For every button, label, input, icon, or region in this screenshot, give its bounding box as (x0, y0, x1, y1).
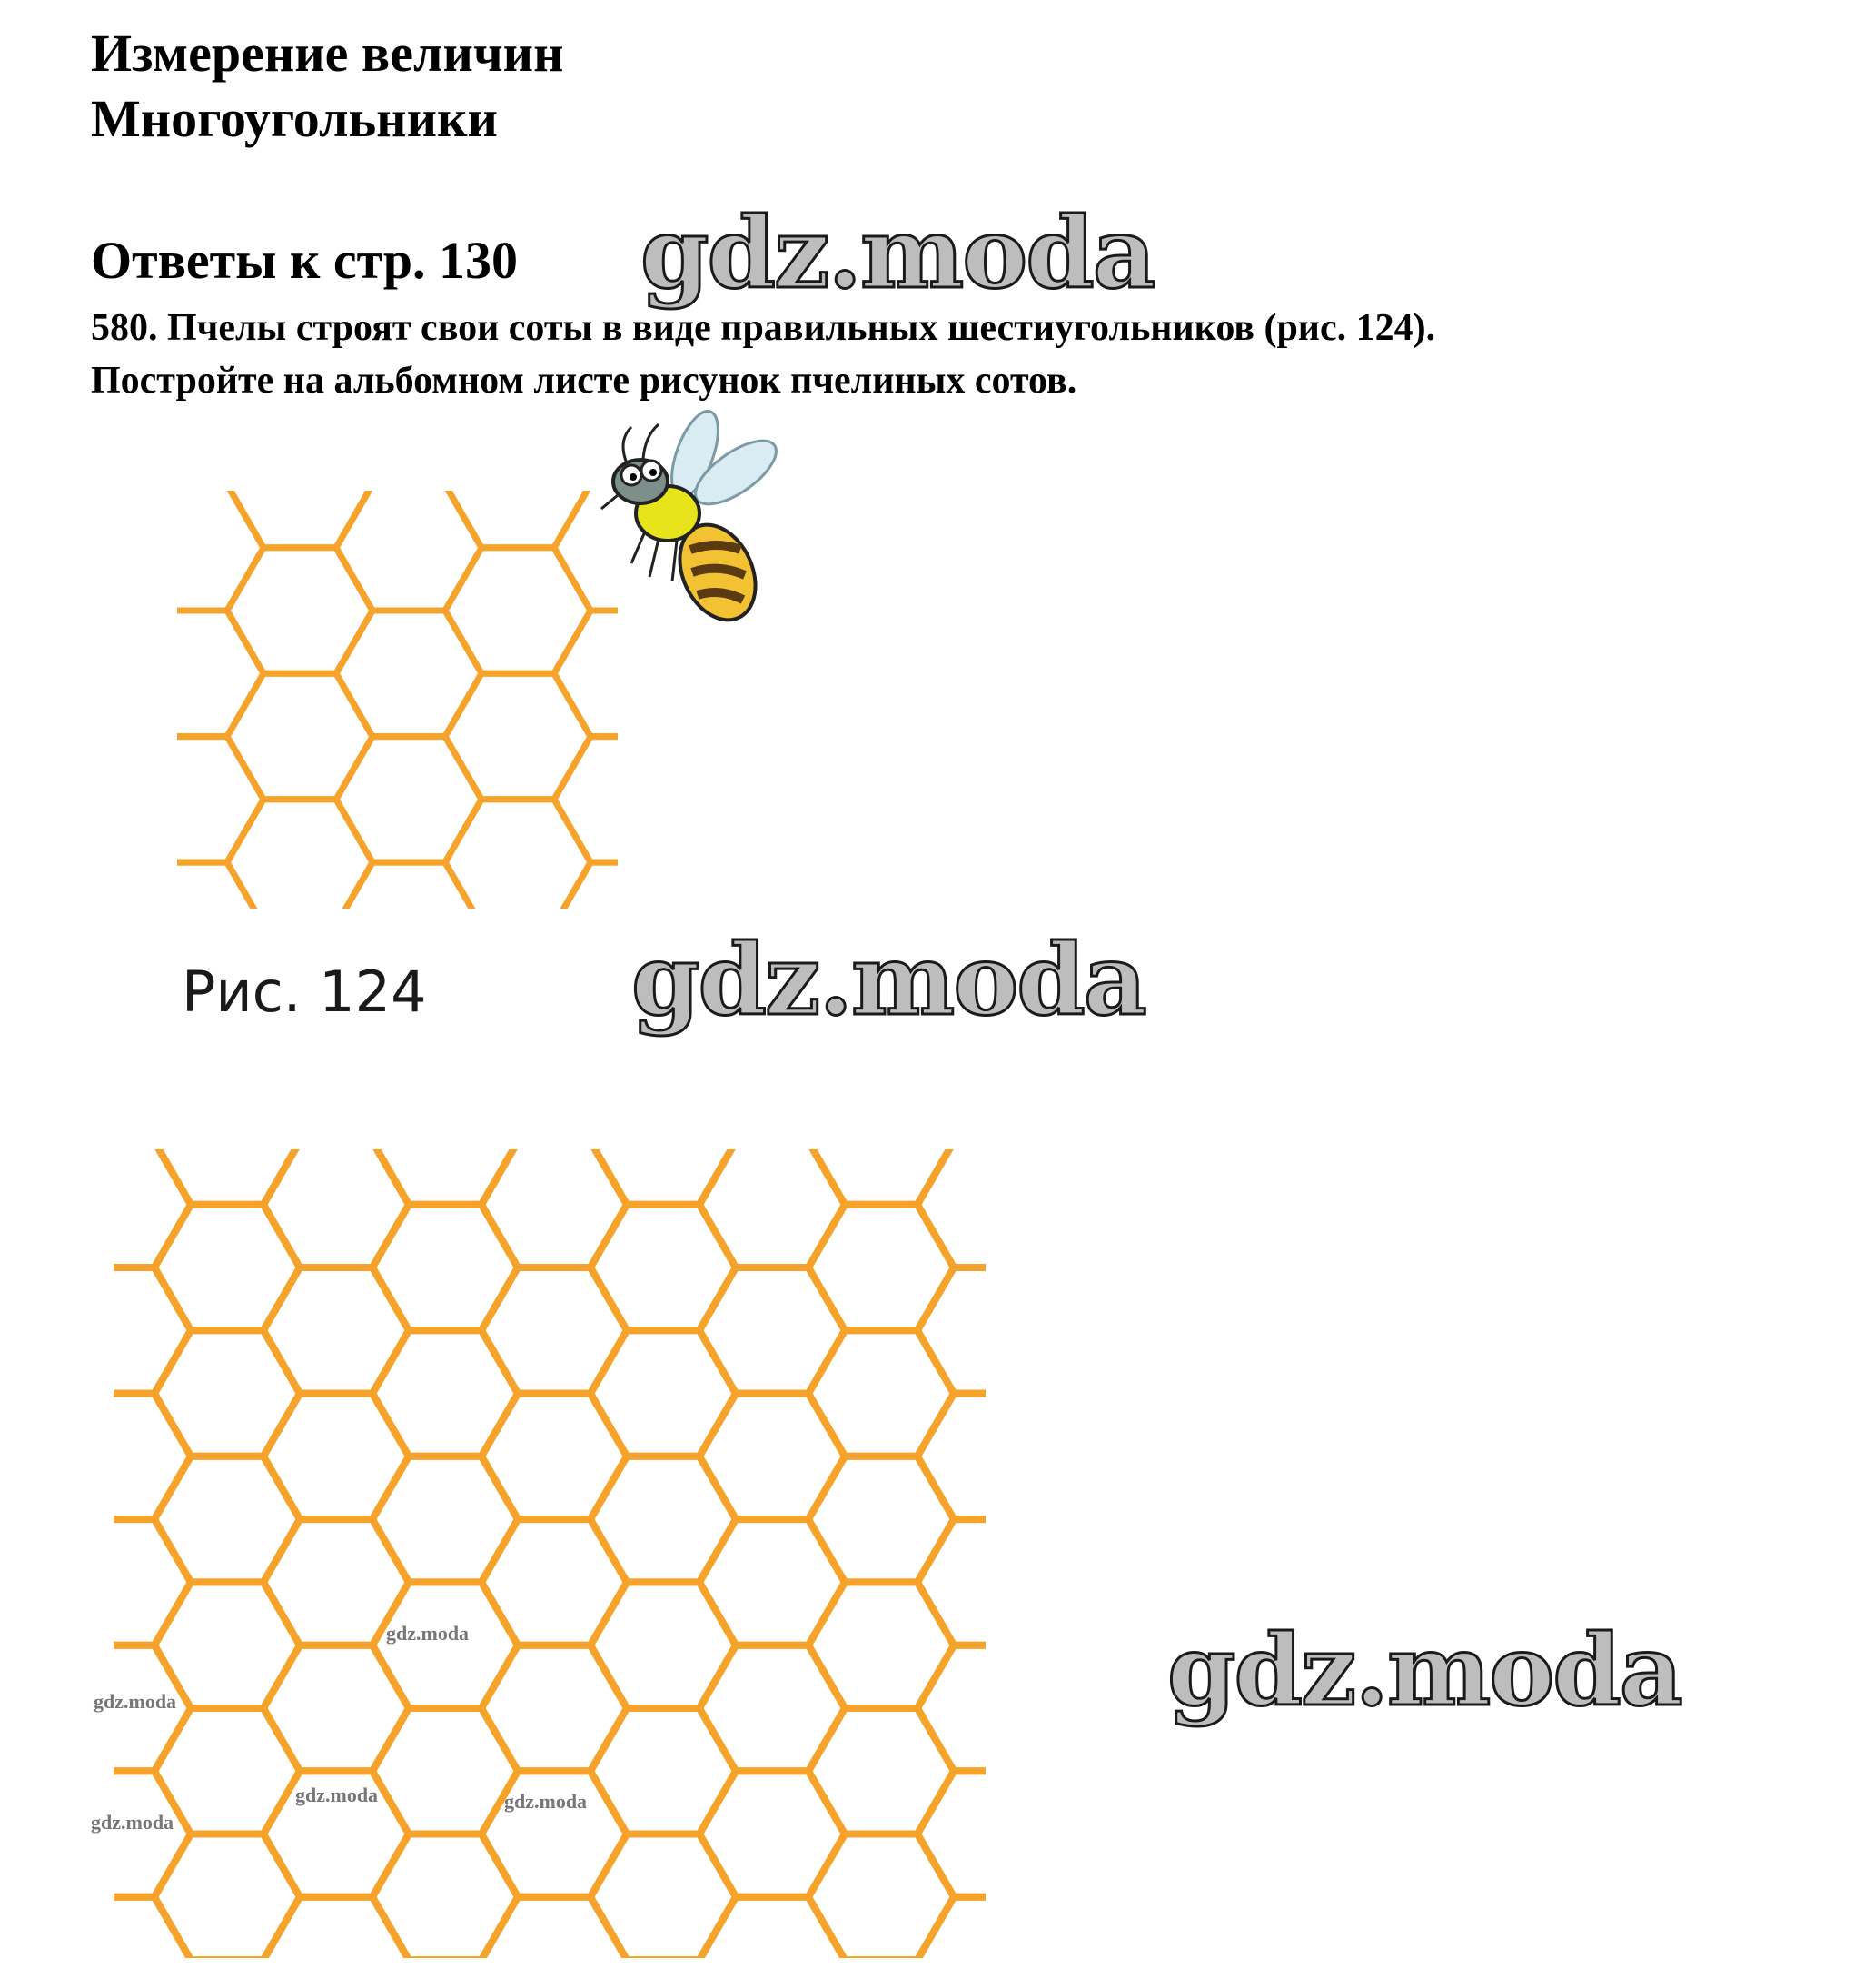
watermark-small-2: gdz.moda (94, 1690, 177, 1713)
watermark-right: gdz.moda (1167, 1614, 1681, 1728)
hexagon-cell (917, 1771, 1063, 1897)
hexagon-cell (917, 1519, 1063, 1645)
hexagon-cell (808, 1960, 954, 1988)
watermark-small-1: gdz.moda (386, 1622, 470, 1645)
watermark-small-5: gdz.moda (91, 1811, 174, 1834)
hexagon-cell (1135, 1267, 1281, 1394)
hexagon-cell (917, 1267, 1063, 1394)
hexagon-cell (372, 1960, 518, 1988)
hexagon-cell (1135, 1897, 1281, 1988)
hexagon-cell (1026, 1205, 1172, 1331)
hexagon-cell (263, 1897, 409, 1988)
hexagon-cell (1135, 1394, 1281, 1520)
hexagon-cell (1135, 1771, 1281, 1897)
watermark-small-3: gdz.moda (295, 1784, 379, 1806)
hexagon-cell (917, 1141, 1063, 1267)
figure-caption: Рис. 124 (182, 959, 427, 1025)
hexagon-cell (1026, 1582, 1172, 1708)
task-line-2: Постройте на альбомном листе рисунок пчелиных сотов. (91, 360, 1077, 402)
hexagon-cell (917, 1897, 1063, 1988)
answers-title: Ответы к стр. 130 (91, 231, 519, 290)
hexagon-cell (45, 1897, 191, 1988)
hexagon-cell (917, 1394, 1063, 1520)
subtopic-heading: Многоугольники (91, 89, 498, 148)
hexagon-cell (1026, 1330, 1172, 1456)
hexagon-cell (917, 1645, 1063, 1772)
watermark-top: gdz.moda (640, 196, 1155, 311)
hexagon-cell (590, 1960, 736, 1988)
watermark-middle: gdz.moda (631, 923, 1145, 1038)
watermark-small-4: gdz.moda (504, 1790, 588, 1813)
hexagon-cell (1026, 1960, 1172, 1988)
hexagon-cell (1135, 1141, 1281, 1267)
topic-heading: Измерение величин (91, 24, 564, 83)
hexagon-cell (1026, 1456, 1172, 1583)
hexagon-cell (1026, 1078, 1172, 1205)
hexagon-cell (154, 1960, 300, 1988)
task-line-1: 580. Пчелы строят свои соты в виде правильных шестиугольников (рис. 124). (91, 307, 1436, 349)
hexagon-cell (699, 1897, 845, 1988)
hexagon-cell (1026, 1708, 1172, 1834)
hexagon-cell (481, 1897, 627, 1988)
hexagon-cell (1026, 1834, 1172, 1961)
